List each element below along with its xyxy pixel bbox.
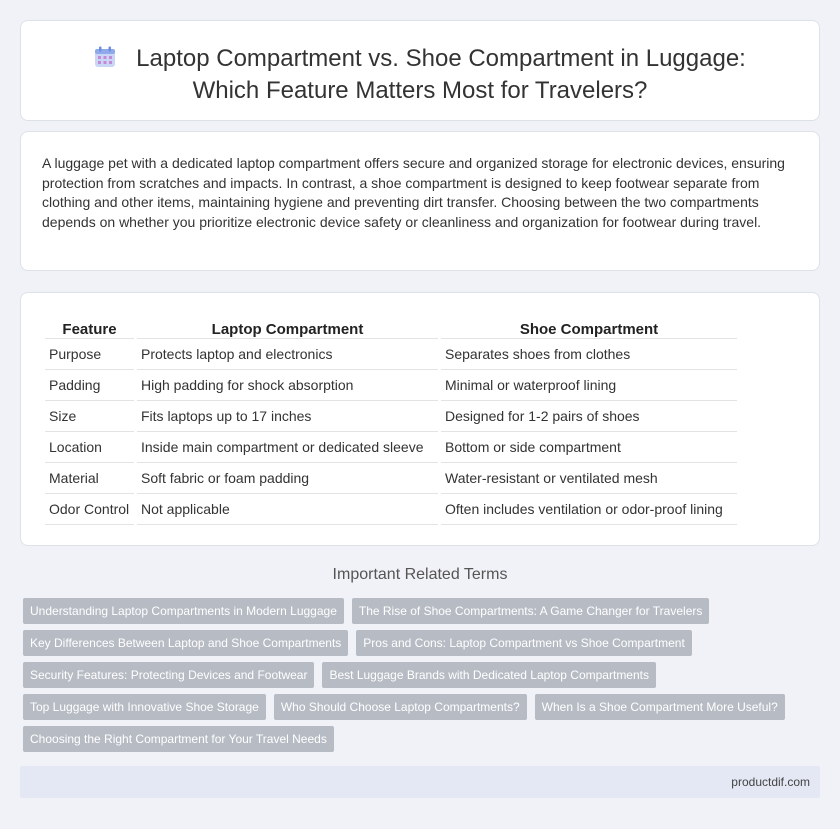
related-terms-title: Important Related Terms xyxy=(332,566,508,583)
related-term-link[interactable]: Pros and Cons: Laptop Compartment vs Shoe Compartment xyxy=(356,630,692,656)
related-term-link[interactable]: Top Luggage with Innovative Shoe Storage xyxy=(23,694,266,720)
footer xyxy=(20,766,820,798)
intro-paragraph: A luggage pet with a dedicated laptop compartment offers secure and organized storage for electronic devices, ensuring protection from scratches and impacts. In contrast, a shoe compartment is designed to keep footwear separate from clothing and other items, maintaining hygiene and preventing dirt transfer. Choosing between the two compartments depends on whether you prioritize electronic device safety or cleanliness and organization for footwear during travel. xyxy=(42,155,785,230)
laptop-cell: Fits laptops up to 17 inches xyxy=(137,401,438,432)
shoe-cell: Designed for 1-2 pairs of shoes xyxy=(441,401,737,432)
related-term-link[interactable]: Understanding Laptop Compartments in Modern Luggage xyxy=(23,598,344,624)
comparison-card xyxy=(20,292,820,546)
related-term-link[interactable]: Best Luggage Brands with Dedicated Laptop Compartments xyxy=(322,662,656,688)
related-term-link[interactable]: Who Should Choose Laptop Compartments? xyxy=(274,694,527,720)
header-feature: Feature xyxy=(45,315,134,339)
shoe-cell: Water-resistant or ventilated mesh xyxy=(441,463,737,494)
feature-cell: Size xyxy=(45,401,134,432)
header-laptop: Laptop Compartment xyxy=(137,315,438,339)
header-shoe: Shoe Compartment xyxy=(441,315,737,339)
feature-cell: Padding xyxy=(45,370,134,401)
laptop-cell: High padding for shock absorption xyxy=(137,370,438,401)
header-card xyxy=(20,20,820,121)
table-row xyxy=(45,432,737,463)
page-title-text: Laptop Compartment vs. Shoe Compartment in Luggage: Which Feature Matters Most for Travelers? xyxy=(136,45,746,104)
related-term-link[interactable]: When Is a Shoe Compartment More Useful? xyxy=(535,694,785,720)
shoe-cell: Minimal or waterproof lining xyxy=(441,370,737,401)
table-row xyxy=(45,339,737,370)
shoe-cell: Bottom or side compartment xyxy=(441,432,737,463)
feature-cell: Purpose xyxy=(45,339,134,370)
laptop-cell: Inside main compartment or dedicated sleeve xyxy=(137,432,438,463)
comparison-table xyxy=(42,315,740,525)
page-title xyxy=(61,43,779,107)
laptop-cell: Not applicable xyxy=(137,494,438,525)
related-term-link[interactable]: The Rise of Shoe Compartments: A Game Changer for Travelers xyxy=(352,598,710,624)
related-term-link[interactable]: Choosing the Right Compartment for Your Travel Needs xyxy=(23,726,334,752)
related-terms-list xyxy=(23,598,803,752)
related-term-link[interactable]: Security Features: Protecting Devices and Footwear xyxy=(23,662,314,688)
feature-cell: Material xyxy=(45,463,134,494)
table-row xyxy=(45,401,737,432)
shoe-cell: Often includes ventilation or odor-proof lining xyxy=(441,494,737,525)
laptop-cell: Soft fabric or foam padding xyxy=(137,463,438,494)
related-term-link[interactable]: Key Differences Between Laptop and Shoe Compartments xyxy=(23,630,348,656)
shoe-cell: Separates shoes from clothes xyxy=(441,339,737,370)
table-row xyxy=(45,463,737,494)
laptop-cell: Protects laptop and electronics xyxy=(137,339,438,370)
footer-site-name: productdif.com xyxy=(731,775,810,789)
table-row xyxy=(45,370,737,401)
calendar-icon xyxy=(94,46,116,68)
intro-card xyxy=(20,131,820,271)
table-row xyxy=(45,494,737,525)
title-wrap xyxy=(61,43,779,107)
feature-cell: Location xyxy=(45,432,134,463)
table-header-row xyxy=(45,315,737,339)
feature-cell: Odor Control xyxy=(45,494,134,525)
